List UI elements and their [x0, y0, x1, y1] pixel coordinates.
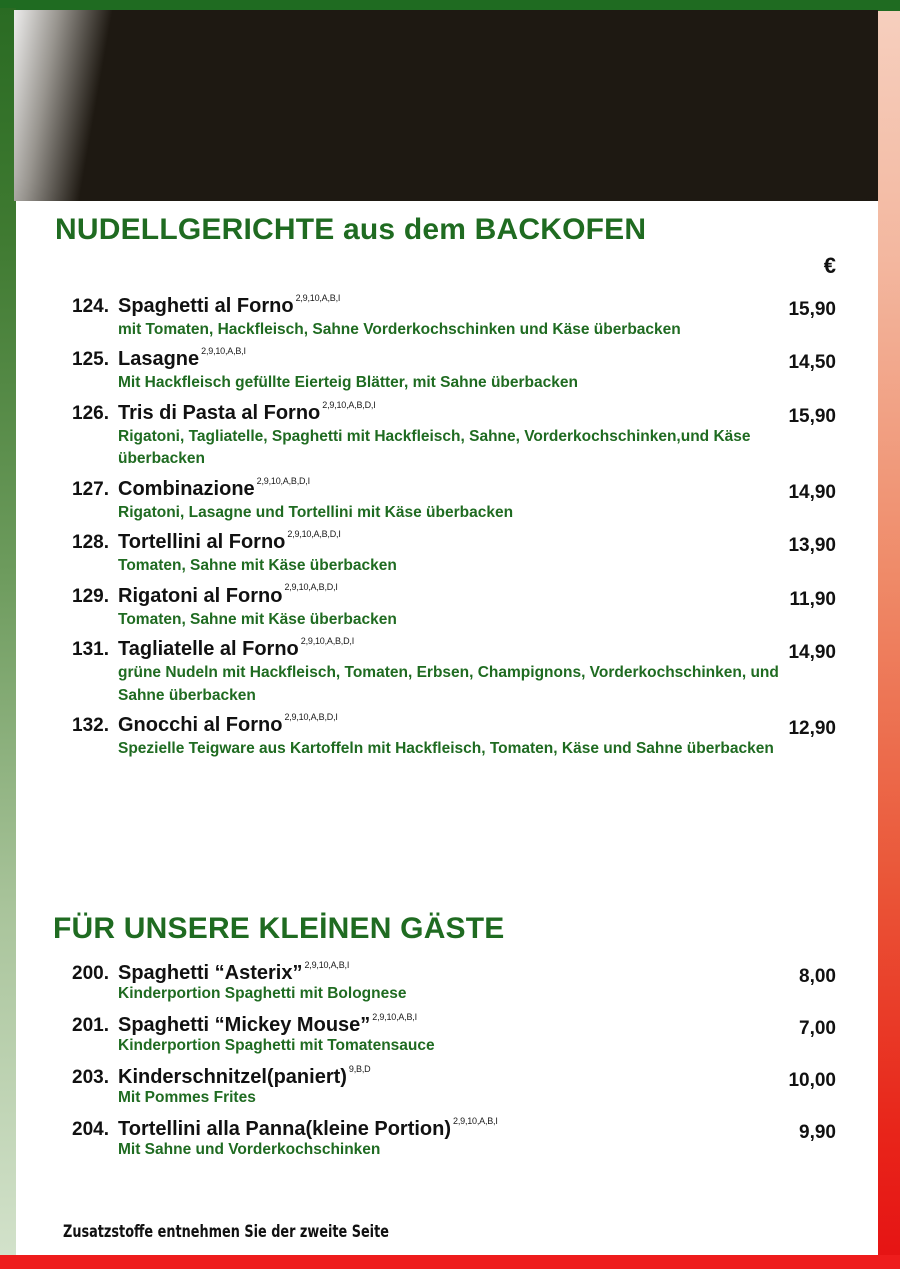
menu-item-head: [16, 475, 878, 503]
menu-item-price: 9,90: [799, 1122, 836, 1144]
menu-item-name: Gnocchi al Forno: [118, 714, 283, 737]
menu-item-description: Mit Hackfleisch gefüllte Eierteig Blätter, mit Sahne überbacken: [118, 374, 578, 392]
menu-item-name: Tris di Pasta al Forno: [118, 401, 321, 424]
menu-item-description: grüne Nudeln mit Hackfleisch, Tomaten, Erbsen, Champignons, Vorderkochschinken, und Sahne überbacken: [118, 664, 779, 704]
menu-item-allergens: 2,9,10,A,B,D,I: [284, 582, 338, 593]
menu-item: [16, 582, 878, 631]
menu-item-head: [16, 959, 878, 987]
currency-symbol: €: [823, 253, 836, 278]
menu-item-price: 10,00: [788, 1070, 836, 1092]
menu-item-number: 201.: [72, 1015, 109, 1037]
menu-item-allergens: 2,9,10,A,B,D,I: [322, 399, 376, 410]
menu-item-description: Mit Sahne und Vorderkochschinken: [118, 1141, 381, 1159]
menu-item-name: Tortellini al Forno: [118, 531, 286, 554]
menu-item-head: [16, 399, 878, 427]
menu-item-price: 15,90: [788, 405, 836, 427]
menu-item-head: [16, 582, 878, 610]
menu-item-allergens: 2,9,10,A,B,I: [295, 292, 341, 303]
dish-photo: [14, 10, 878, 201]
menu-item-number: 131.: [72, 639, 109, 661]
menu-item-head: [16, 1011, 878, 1040]
right-border-bar: [878, 11, 900, 1255]
bottom-border-bar: [0, 1255, 900, 1269]
menu-item-name: Combinazione: [118, 477, 255, 500]
menu-item: [16, 399, 878, 471]
menu-item-description: Rigatoni, Tagliatelle, Spaghetti mit Hackfleisch, Sahne, Vorderkochschinken,und Käse überbacken: [118, 427, 751, 468]
menu-item-name: Kinderschnitzel(paniert): [118, 1066, 347, 1089]
menu-item-description: Spezielle Teigware aus Kartoffeln mit Hackfleisch, Tomaten, Käse und Sahne überbacken: [118, 740, 774, 758]
menu-item-name: Spaghetti “Asterix”: [118, 962, 303, 984]
menu-item-price: 8,00: [799, 966, 836, 987]
menu-item-description: Mit Pommes Frites: [118, 1089, 256, 1107]
menu-item-name: Tortellini alla Panna(kleine Portion): [118, 1118, 452, 1141]
menu-item-allergens: 2,9,10,A,B,I: [201, 346, 246, 357]
photo-vignette: [14, 10, 878, 201]
section-title-pasta-oven: NUDELLGERICHTE aus dem BACKOFEN: [55, 213, 647, 246]
menu-item-description: Kinderportion Spaghetti mit Tomatensauce: [118, 1037, 435, 1055]
menu-item: [16, 475, 878, 524]
menu-item-number: 132.: [72, 715, 109, 737]
menu-item-description: mit Tomaten, Hackfleisch, Sahne Vorderkochschinken und Käse überbacken: [118, 321, 681, 338]
menu-item: [16, 1011, 878, 1056]
footer-additives-note: Zusatzstoffe entnehmen Sie der zweite Seite: [63, 1222, 389, 1242]
menu-item-number: 200.: [72, 963, 109, 984]
menu-item-head: [16, 711, 878, 740]
menu-item-allergens: 2,9,10,A,B,D,I: [256, 475, 310, 486]
menu-item-head: [16, 346, 878, 374]
menu-item: [16, 1118, 878, 1160]
menu-item-number: 124.: [72, 296, 109, 317]
menu-item-head: [16, 529, 878, 557]
menu-item-description: Rigatoni, Lasagne und Tortellini mit Käse überbacken: [118, 503, 514, 521]
menu-item-allergens: 2,9,10,A,B,D,I: [284, 711, 338, 722]
menu-item-description: Kinderportion Spaghetti mit Bolognese: [118, 985, 407, 1002]
menu-item-price: 14,90: [788, 642, 836, 664]
menu-item: [16, 1063, 878, 1108]
menu-item: [16, 531, 878, 577]
menu-item-head: [16, 1063, 878, 1092]
menu-item: [16, 711, 878, 760]
menu-item: [16, 959, 878, 1004]
menu-item-allergens: 9,B,D: [348, 1063, 371, 1074]
menu-item: [16, 635, 878, 707]
menu-item-number: 127.: [72, 478, 109, 500]
menu-item: [16, 292, 878, 341]
menu-item-allergens: 2,9,10,A,B,I: [453, 1116, 498, 1127]
menu-item-head: [16, 292, 878, 320]
menu-item: [16, 348, 878, 394]
section-items-kids: [16, 959, 878, 1171]
menu-item-price: 7,00: [799, 1018, 836, 1040]
menu-item-price: 11,90: [789, 588, 836, 610]
menu-item-name: Tagliatelle al Forno: [118, 638, 299, 661]
menu-item-allergens: 2,9,10,A,B,I: [304, 959, 350, 970]
menu-item-name: Rigatoni al Forno: [118, 584, 283, 607]
menu-item-allergens: 2,9,10,A,B,I: [372, 1011, 417, 1022]
menu-item-number: 203.: [72, 1067, 109, 1089]
menu-item-price: 14,50: [788, 352, 836, 374]
section-title-kids: FÜR UNSERE KLEİNEN GÄSTE: [53, 912, 505, 945]
menu-item-head: [16, 1116, 878, 1144]
menu-item-name: Lasagne: [118, 348, 200, 371]
menu-item-name: Spaghetti “Mickey Mouse”: [118, 1014, 371, 1037]
section-items-pasta-oven: [16, 292, 878, 768]
menu-item-number: 126.: [72, 402, 109, 424]
menu-item-number: 129.: [72, 585, 109, 607]
menu-item-price: 12,90: [788, 718, 836, 740]
menu-item-head: [16, 635, 878, 664]
menu-item-description: Tomaten, Sahne mit Käse überbacken: [118, 557, 397, 575]
menu-item-name: Spaghetti al Forno: [118, 295, 294, 317]
menu-item-description: Tomaten, Sahne mit Käse überbacken: [118, 610, 397, 628]
menu-item-number: 128.: [72, 532, 109, 554]
menu-item-number: 125.: [72, 349, 109, 371]
menu-item-allergens: 2,9,10,A,B,D,I: [300, 635, 355, 646]
menu-item-price: 14,90: [788, 481, 836, 503]
menu-item-allergens: 2,9,10,A,B,D,I: [287, 529, 341, 540]
menu-item-price: 13,90: [788, 535, 836, 557]
menu-item-number: 204.: [72, 1119, 109, 1141]
menu-item-price: 15,90: [788, 299, 836, 320]
